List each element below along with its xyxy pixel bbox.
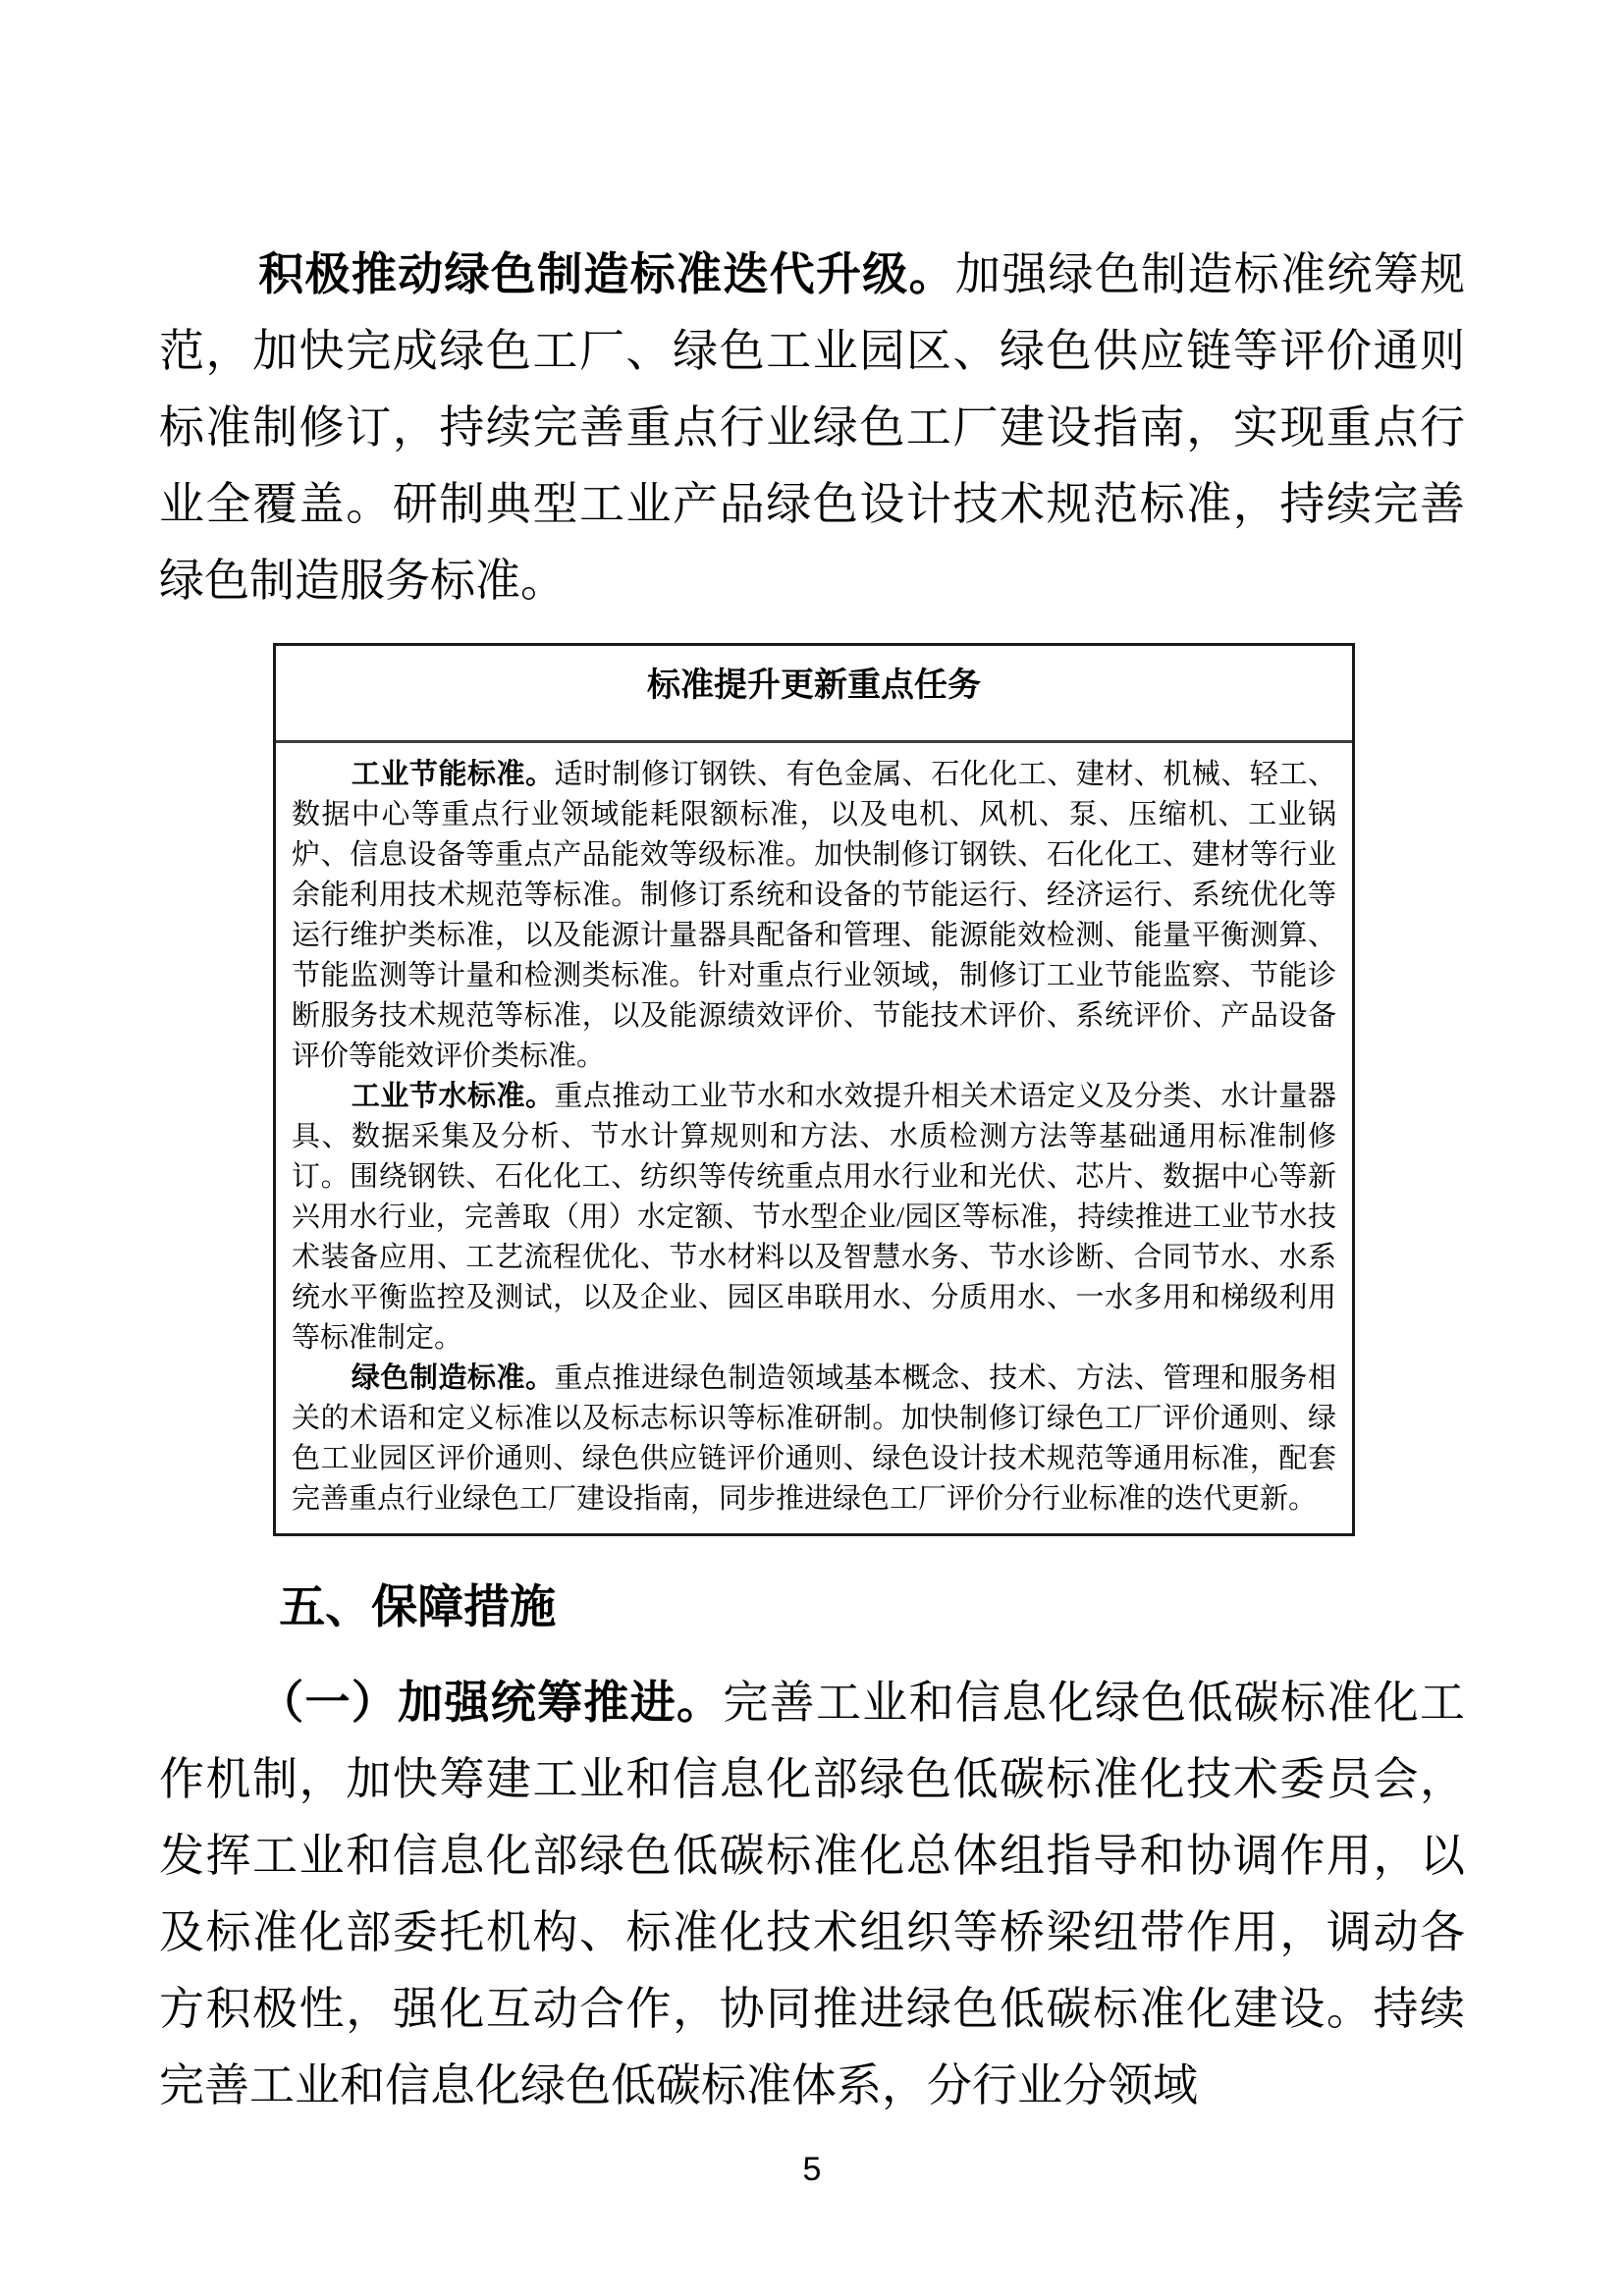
key-tasks-box-title: 标准提升更新重点任务 bbox=[276, 646, 1352, 743]
intro-paragraph-text: 加强绿色制造标准统筹规范，加快完成绿色工厂、绿色工业园区、绿色供应链等评价通则标准制修订，持续完善重点行业绿色工厂建设指南，实现重点行业全覆盖。研制典型工业产品绿色设计技术规范标准，持续完善绿色制造服务标准。 bbox=[159, 249, 1465, 606]
key-tasks-box-body bbox=[276, 743, 1352, 1533]
task-item-water-saving-text: 重点推动工业节水和水效提升相关术语定义及分类、水计量器具、数据采集及分析、节水计算规则和方法、水质检测方法等基础通用标准制修订。围绕钢铁、石化化工、纺织等传统重点用水行业和光伏、芯片、数据中心等新兴用水行业，完善取（用）水定额、节水型企业/园区等标准，持续推进工业节水技术装备应用、工艺流程优化、节水材料以及智慧水务、节水诊断、合同节水、水系统水平衡监控及测试，以及企业、园区串联用水、分质用水、一水多用和梯级利用等标准制定。 bbox=[292, 1081, 1336, 1354]
page-content bbox=[159, 236, 1465, 2124]
measures-paragraph-text: 完善工业和信息化绿色低碳标准化工作机制，加快筹建工业和信息化部绿色低碳标准化技术委员会，发挥工业和信息化部绿色低碳标准化总体组指导和协调作用，以及标准化部委托机构、标准化技术组织等桥梁纽带作用，调动各方积极性，强化互动合作，协同推进绿色低碳标准化建设。持续完善工业和信息化绿色低碳标准体系，分行业分领域 bbox=[159, 1678, 1465, 2110]
task-item-water-saving bbox=[292, 1077, 1336, 1359]
page-number: 5 bbox=[802, 2151, 822, 2188]
task-item-green-manufacturing-lead: 绿色制造标准。 bbox=[351, 1362, 555, 1394]
task-item-green-manufacturing bbox=[292, 1359, 1336, 1520]
measures-paragraph bbox=[159, 1664, 1465, 2124]
task-item-water-saving-lead: 工业节水标准。 bbox=[351, 1081, 555, 1112]
task-item-energy-saving-text: 适时制修订钢铁、有色金属、石化化工、建材、机械、轻工、数据中心等重点行业领域能耗限额标准，以及电机、风机、泵、压缩机、工业锅炉、信息设备等重点产品能效等级标准。加快制修订钢铁、石化化工、建材等行业余能利用技术规范等标准。制修订系统和设备的节能运行、经济运行、系统优化等运行维护类标准，以及能源计量器具配备和管理、能源能效检测、能量平衡测算、节能监测等计量和检测类标准。针对重点行业领域，制修订工业节能监察、节能诊断服务技术规范等标准，以及能源绩效评价、节能技术评价、系统评价、产品设备评价等能效评价类标准。 bbox=[292, 759, 1336, 1072]
measures-paragraph-lead: （一）加强统筹推进。 bbox=[258, 1677, 724, 1728]
key-tasks-box bbox=[273, 643, 1355, 1536]
task-item-energy-saving bbox=[292, 755, 1336, 1077]
intro-paragraph-lead: 积极推动绿色制造标准迭代升级。 bbox=[258, 248, 955, 299]
section-heading: 五、保障措施 bbox=[279, 1580, 557, 1632]
intro-paragraph bbox=[159, 236, 1465, 619]
task-item-green-manufacturing-text: 重点推进绿色制造领域基本概念、技术、方法、管理和服务相关的术语和定义标准以及标志标识等标准研制。加快制修订绿色工厂评价通则、绿色工业园区评价通则、绿色供应链评价通则、绿色设计技术规范等通用标准，配套完善重点行业绿色工厂建设指南，同步推进绿色工厂评价分行业标准的迭代更新。 bbox=[292, 1362, 1336, 1515]
task-item-energy-saving-lead: 工业节能标准。 bbox=[351, 759, 555, 790]
